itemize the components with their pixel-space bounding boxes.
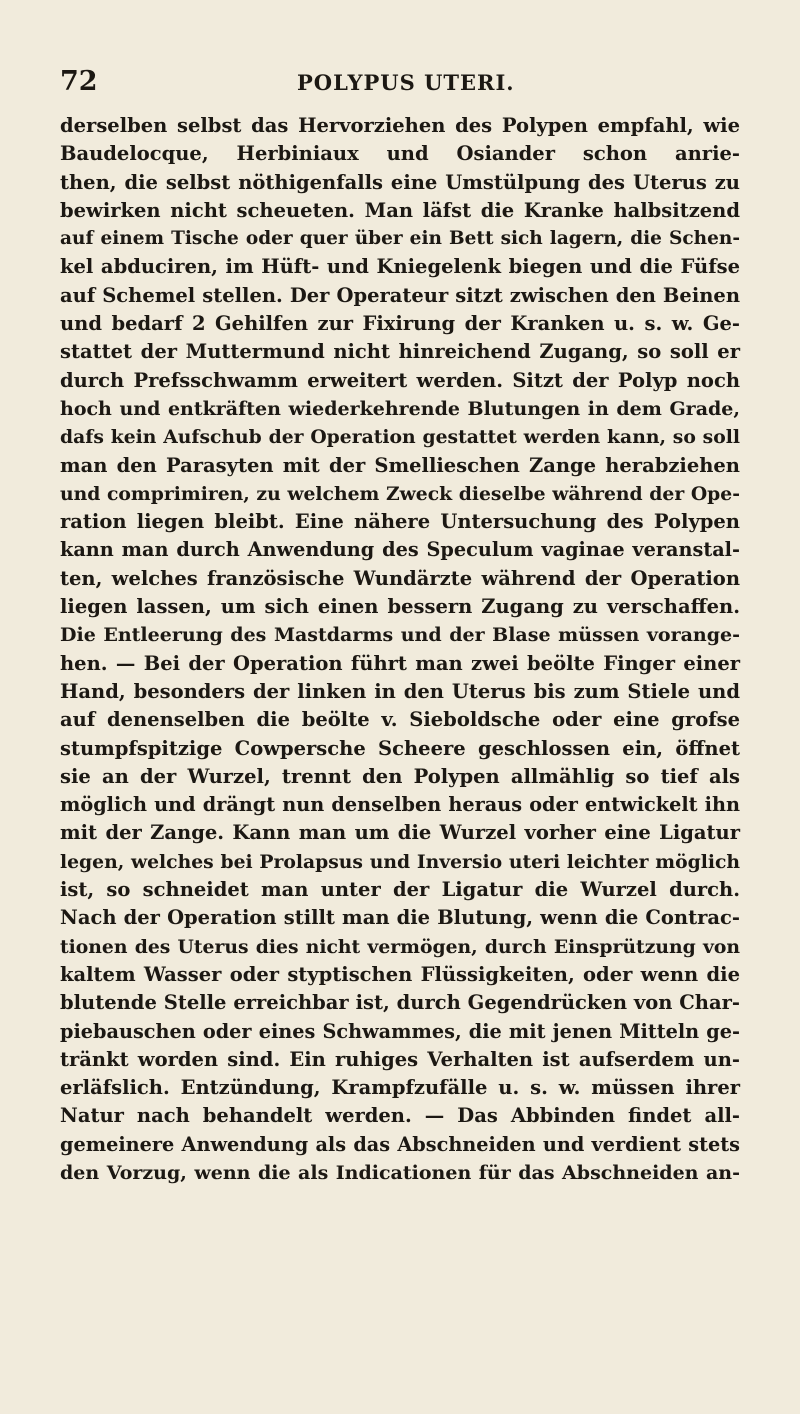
text-line: ration liegen bleibt. Eine nähere Untersuchung des Polypen — [60, 510, 740, 534]
text-line: tionen des Uterus dies nicht vermögen, durch Einsprützung von — [60, 935, 740, 958]
text-line: auf Schemel stellen. Der Operateur sitzt zwischen den Beinen — [60, 283, 740, 307]
text-line: Natur nach behandelt werden. — Das Abbinden findet all- — [60, 1104, 740, 1128]
text-line: liegen lassen, um sich einen bessern Zugang zu verschaffen. — [60, 595, 740, 619]
text-line: durch Prefsschwamm erweitert werden. Sitzt der Polyp noch — [60, 368, 740, 392]
text-line: den Vorzug, wenn die als Indicationen für das Abschneiden an- — [60, 1161, 740, 1184]
text-line: piebauschen oder eines Schwammes, die mit jenen Mitteln ge- — [60, 1019, 740, 1043]
text-line: hen. — Bei der Operation führt man zwei beölte Finger einer — [60, 651, 740, 675]
text-line: gemeinere Anwendung als das Abschneiden und verdient stets — [60, 1132, 740, 1156]
text-line: derselben selbst das Hervorziehen des Polypen empfahl, wie — [60, 114, 740, 137]
text-line: erläfslich. Entzündung, Krampfzufälle u. s. w. müssen ihrer — [60, 1076, 740, 1100]
text-line: möglich und drängt nun denselben heraus oder entwickelt ihn — [60, 793, 740, 817]
text-line: Baudelocque, Herbiniaux und Osiander schon anrie- — [60, 142, 740, 166]
text-line: und comprimiren, zu welchem Zweck dieselbe während der Ope- — [60, 482, 740, 505]
text-line: ist, so schneidet man unter der Ligatur die Wurzel durch. — [60, 878, 740, 902]
text-line: mit der Zange. Kann man um die Wurzel vorher eine Ligatur — [60, 821, 740, 845]
running-title: POLYPUS UTERI. — [297, 70, 515, 95]
body-text — [60, 112, 740, 1187]
text-line: blutende Stelle erreichbar ist, durch Gegendrücken von Char- — [60, 991, 740, 1015]
text-line: stattet der Muttermund nicht hinreichend Zugang, so soll er — [60, 340, 740, 364]
text-line: kaltem Wasser oder styptischen Flüssigkeiten, oder wenn die — [60, 962, 740, 986]
text-line: tränkt worden sind. Ein ruhiges Verhalten ist aufserdem un- — [60, 1047, 740, 1071]
text-line: und bedarf 2 Gehilfen zur Fixirung der Kranken u. s. w. Ge- — [60, 312, 740, 336]
text-line: Hand, besonders der linken in den Uterus bis zum Stiele und — [60, 679, 740, 703]
text-line: ten, welches französische Wundärzte während der Operation — [60, 566, 740, 590]
text-line: hoch und entkräften wiederkehrende Blutungen in dem Grade, — [60, 397, 740, 420]
text-line: auf denenselben die beölte v. Sieboldsche oder eine grofse — [60, 708, 740, 732]
page-header — [60, 66, 740, 102]
text-line: legen, welches bei Prolapsus und Inversio uteri leichter möglich — [60, 850, 740, 873]
text-line: sie an der Wurzel, trennt den Polypen allmählig so tief als — [60, 764, 740, 788]
text-line: man den Parasyten mit der Smellieschen Zange herabziehen — [60, 453, 740, 477]
text-line: bewirken nicht scheueten. Man läfst die Kranke halbsitzend — [60, 198, 740, 222]
page-number: 72 — [60, 66, 98, 97]
text-line: then, die selbst nöthigenfalls eine Umstülpung des Uterus zu — [60, 170, 740, 194]
text-line: kann man durch Anwendung des Speculum vaginae veranstal- — [60, 538, 740, 562]
text-line: kel abduciren, im Hüft- und Kniegelenk biegen und die Füfse — [60, 255, 740, 279]
text-line: Nach der Operation stillt man die Blutung, wenn die Contrac- — [60, 906, 740, 930]
text-line: dafs kein Aufschub der Operation gestattet werden kann, so soll — [60, 426, 740, 449]
text-line: Die Entleerung des Mastdarms und der Blase müssen vorange- — [60, 624, 740, 647]
text-line: auf einem Tische oder quer über ein Bett sich lagern, die Schen- — [60, 228, 740, 250]
text-line: stumpfspitzige Cowpersche Scheere geschlossen ein, öffnet — [60, 736, 740, 760]
